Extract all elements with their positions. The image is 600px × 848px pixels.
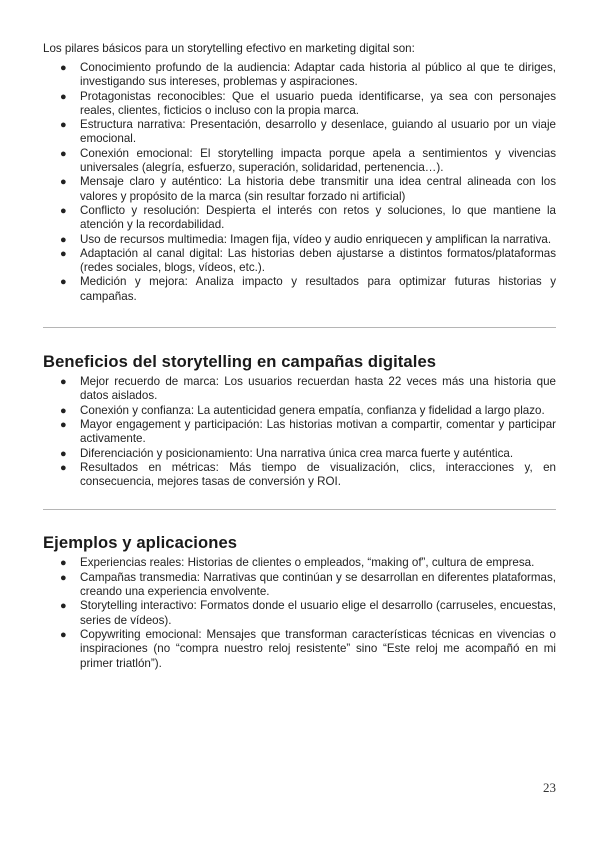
bullet-icon: ● — [60, 628, 67, 641]
pillars-list — [43, 61, 556, 304]
list-item: ● Adaptación al canal digital: Las historias deben ajustarse a distintos formatos/plataformas (redes sociales, blogs, vídeos, etc.). — [60, 246, 556, 275]
list-item: ● Medición y mejora: Analiza impacto y resultados para optimizar futuras historias y campañas. — [60, 275, 556, 303]
list-item: ● Storytelling interactivo: Formatos donde el usuario elige el desarrollo (carruseles, encuestas, series de vídeos). — [60, 599, 556, 627]
list-item: ● Mejor recuerdo de marca: Los usuarios recuerdan hasta 22 veces más una historia que datos aislados. — [60, 375, 556, 403]
list-item: ● Experiencias reales: Historias de clientes o empleados, “making of”, cultura de empresa. — [60, 556, 535, 570]
list-item: ● Mensaje claro y auténtico: La historia debe transmitir una idea central alineada con los valores y propósito de la marca (sin resultar forzado ni artificial) — [60, 175, 556, 203]
benefits-heading: Beneficios del storytelling en campañas digitales — [43, 352, 437, 372]
bullet-icon: ● — [60, 418, 67, 431]
list-item: ● Diferenciación y posicionamiento: Una narrativa única crea marca fuerte y auténtica. — [60, 446, 514, 460]
list-item: ● Estructura narrativa: Presentación, desarrollo y desenlace, guiando al usuario por un viaje emocional. — [60, 118, 556, 146]
list-item: ● Copywriting emocional: Mensajes que transforman características técnicas en vivencias o inspiraciones (no “compra nuestro reloj resistente” sino “Este reloj me acompañó en mi primer triatlón”). — [60, 627, 556, 670]
bullet-icon: ● — [60, 90, 67, 103]
bullet-icon: ● — [60, 176, 67, 189]
examples-list — [43, 556, 556, 670]
list-item: ● Conexión y confianza: La autenticidad genera empatía, confianza y fidelidad a largo plazo. — [60, 403, 545, 417]
intro-text: Los pilares básicos para un storytelling efectivo en marketing digital son: — [43, 42, 415, 55]
bullet-icon: ● — [60, 461, 67, 474]
list-item: ● Uso de recursos multimedia: Imagen fija, vídeo y audio enriquecen y amplifican la narrativa. — [60, 232, 552, 246]
list-item: ● Conocimiento profundo de la audiencia: Adaptar cada historia al público al que te diriges, investigando sus intereses, problemas y aspiraciones. — [60, 61, 556, 89]
document-page — [43, 42, 556, 671]
page-number: 23 — [543, 780, 556, 795]
section-divider — [43, 509, 556, 510]
bullet-icon: ● — [60, 557, 67, 570]
list-item: ● Conexión emocional: El storytelling impacta porque apela a sentimientos y vivencias universales (alegría, esfuerzo, superación, solidaridad, pertenencia…). — [60, 146, 556, 175]
bullet-icon: ● — [60, 204, 67, 217]
bullet-icon: ● — [60, 276, 67, 289]
benefits-list — [43, 375, 556, 489]
bullet-icon: ● — [60, 404, 67, 417]
list-item: ● Resultados en métricas: Más tiempo de visualización, clics, interacciones y, en consecuencia, mejores tasas de conversión y ROI. — [60, 460, 556, 489]
bullet-icon: ● — [60, 247, 67, 260]
bullet-icon: ● — [60, 233, 67, 246]
bullet-icon: ● — [60, 571, 67, 584]
list-item: ● Campañas transmedia: Narrativas que continúan y se desarrollan en diferentes plataformas, creando una experiencia envolvente. — [60, 570, 556, 599]
bullet-icon: ● — [60, 119, 67, 132]
list-item: ● Mayor engagement y participación: Las historias motivan a compartir, comentar y participar activamente. — [60, 417, 556, 446]
bullet-icon: ● — [60, 447, 67, 460]
list-item: ● Conflicto y resolución: Despierta el interés con retos y soluciones, lo que mantiene la atención y la recordabilidad. — [60, 203, 556, 232]
bullet-icon: ● — [60, 600, 67, 613]
bullet-icon: ● — [60, 62, 67, 74]
bullet-icon: ● — [60, 376, 67, 389]
bullet-icon: ● — [60, 147, 67, 160]
list-item: ● Protagonistas reconocibles: Que el usuario pueda identificarse, ya sea con personajes reales, clientes, ficticios o incluso con la propia marca. — [60, 89, 556, 117]
section-divider — [43, 327, 556, 328]
examples-heading: Ejemplos y aplicaciones — [43, 533, 238, 553]
